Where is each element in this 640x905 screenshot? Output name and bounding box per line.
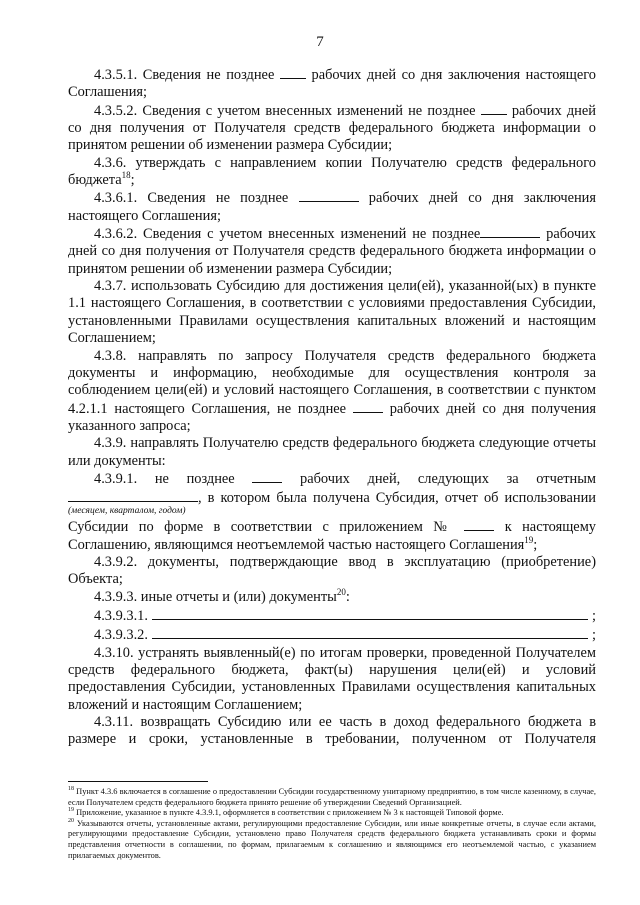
paragraph-4-3-7: 4.3.7. использовать Субсидию для достижения цели(ей), указанной(ых) в пункте 1.1 настоящего Соглашения, в соответствии с условиями предоставления Субсидии, установленными Правилами осуществления капитальных вложений и настоящим Соглашением; (68, 278, 596, 347)
paragraph-4-3-10: 4.3.10. устранять выявленный(е) по итогам проверки, проведенной Получателем средств федерального бюджета, факт(ы) нарушения цели(ей) и условий предоставления Субсидии, установленных Правилами осуществления капитальных вложений и настоящим Соглашением; (68, 644, 596, 713)
document-body (68, 66, 596, 749)
footnote-ref: 19 (524, 534, 534, 545)
footnote-20 (68, 819, 596, 861)
footnote-19 (68, 808, 596, 819)
blank-field (481, 102, 507, 115)
text: рабочих дней со дня получения от Получателя средств федерального бюджета информации о принятом решении об изменении размера Субсидии; (68, 102, 596, 154)
paragraph-4-3-6-1 (68, 189, 596, 225)
text: рабочих дней со дня получения указанного запроса; (68, 400, 596, 434)
text: 4.3.5.1. Сведения не позднее (94, 67, 275, 83)
text: , в котором была получена Субсидия, отчет об использовании (198, 490, 596, 507)
blank-field (68, 488, 198, 502)
blank-field (299, 189, 359, 202)
footnote-18 (68, 787, 596, 808)
label: 4.3.9.3.1. (94, 607, 148, 624)
page-number: 7 (316, 34, 324, 50)
blank-field (353, 400, 383, 413)
semicolon: ; (592, 627, 596, 644)
paragraph-4-3-5-1 (68, 66, 596, 102)
text: 4.3.9.3. иные отчеты и (или) документы (94, 588, 337, 605)
blank-field (252, 470, 282, 483)
footnote-ref: 18 (121, 170, 131, 181)
paragraph-4-3-5-2 (68, 102, 596, 155)
label: 4.3.9.3.2. (94, 627, 148, 644)
footnote-number: 20 (68, 817, 74, 824)
period-line (68, 488, 596, 518)
footnote-number: 19 (68, 807, 74, 814)
period-text (68, 488, 596, 507)
paragraph-4-3-6-2 (68, 225, 596, 278)
blank-field (480, 225, 540, 238)
blank-field (464, 518, 494, 531)
footnote-text: Приложение, указанное в пункте 4.3.9.1, оформляется в соответствии с приложением № 3 к настоящей Типовой форме. (76, 808, 504, 818)
text: 4.3.8. направлять по запросу Получателя средств федерального бюджета документы и информацию, необходимые для осуществления контроля за соблюдением цели(ей) и условий настоящего Соглашения, в соответствии с пунктом 4.2.1.1 настоящего Соглашения, не позднее (68, 347, 596, 417)
text: рабочих дней со дня заключения настоящего Соглашения; (68, 67, 596, 101)
text: к настоящему Соглашению, являющимся неотъемлемой частью настоящего Соглашения (68, 519, 596, 553)
semicolon: ; (592, 607, 596, 624)
footnote-text: Указываются отчеты, установленные актами, регулирующими предоставление Субсидии, или иные конкретные отчеты, в случае если актами, регулирующими предоставление Субсидии, установлено право Получателя средств федерального бюджета устанавливать сроки и формы представления отчетности в соглашении, по формам, прилагаемым к соглашению и являющимся его неотъемлемой частью, с указанием прилагаемых документов. (68, 818, 596, 860)
fill-line-4-3-9-3-1 (68, 606, 596, 625)
paragraph-4-3-8 (68, 348, 596, 436)
blank-field (152, 625, 588, 639)
text: рабочих дней, следующих за отчетным (300, 470, 596, 487)
paragraph-4-3-9-1 (68, 470, 596, 488)
paragraph-4-3-9-3: 4.3.9.3. иные отчеты и (или) документы$^{20}$: (94, 586, 350, 605)
fill-line-4-3-9-3-2 (68, 625, 596, 644)
footnote-divider (68, 781, 208, 782)
paragraph-4-3-9-2: 4.3.9.2. документы, подтверждающие ввод в эксплуатацию (приобретение) Объекта; (68, 553, 596, 588)
footnote-number: 18 (68, 786, 74, 793)
footnote-ref: 20 (336, 586, 346, 597)
text: 4.3.6.2. Сведения с учетом внесенных изменений не позднее (94, 226, 481, 243)
text: 4.3.9.1. не позднее (94, 470, 235, 487)
text: 4.3.6.1. Сведения не позднее (94, 190, 289, 207)
paragraph-report-form: Субсидии по форме в соответствии с приложением № к настоящему Соглашению, являющимся неотъемлемой частью настоящего Соглашения$^{19}$; (68, 519, 596, 553)
text: рабочих дней со дня получения от Получателя средств федерального бюджета информации о принятом решении об изменении размера Субсидии; (68, 226, 596, 277)
footnote-text: Пункт 4.3.6 включается в соглашение о предоставлении Субсидии государственному унитарному предприятию, в том числе казенному, в случае, если Получателем средств федерального бюджета принято решение об утверждении Сведений Организацией. (68, 787, 596, 807)
blank-caption: (месяцем, кварталом, годом) (68, 506, 186, 517)
text: рабочих дней со дня заключения настоящего Соглашения; (68, 190, 596, 224)
text: Субсидии по форме в соответствии с приложением № (68, 519, 454, 536)
blank-field (152, 606, 588, 620)
paragraph-4-3-6: 4.3.6. утверждать с направлением копии Получателю средств федерального бюджета$^{18}$; (68, 154, 596, 189)
blank-field (280, 66, 306, 79)
text: 4.3.5.2. Сведения с учетом внесенных изменений не позднее (94, 102, 476, 119)
footnotes (68, 787, 596, 861)
paragraph-4-3-9: 4.3.9. направлять Получателю средств федерального бюджета следующие отчеты или документы: (68, 435, 596, 469)
text: 4.3.6. утверждать с направлением копии Получателю средств федерального бюджета (68, 154, 596, 189)
paragraph-4-3-11: 4.3.11. возвращать Субсидию или ее часть в доход федерального бюджета в размере и сроки, установленные в требовании, полученном от Получателя (68, 714, 596, 748)
